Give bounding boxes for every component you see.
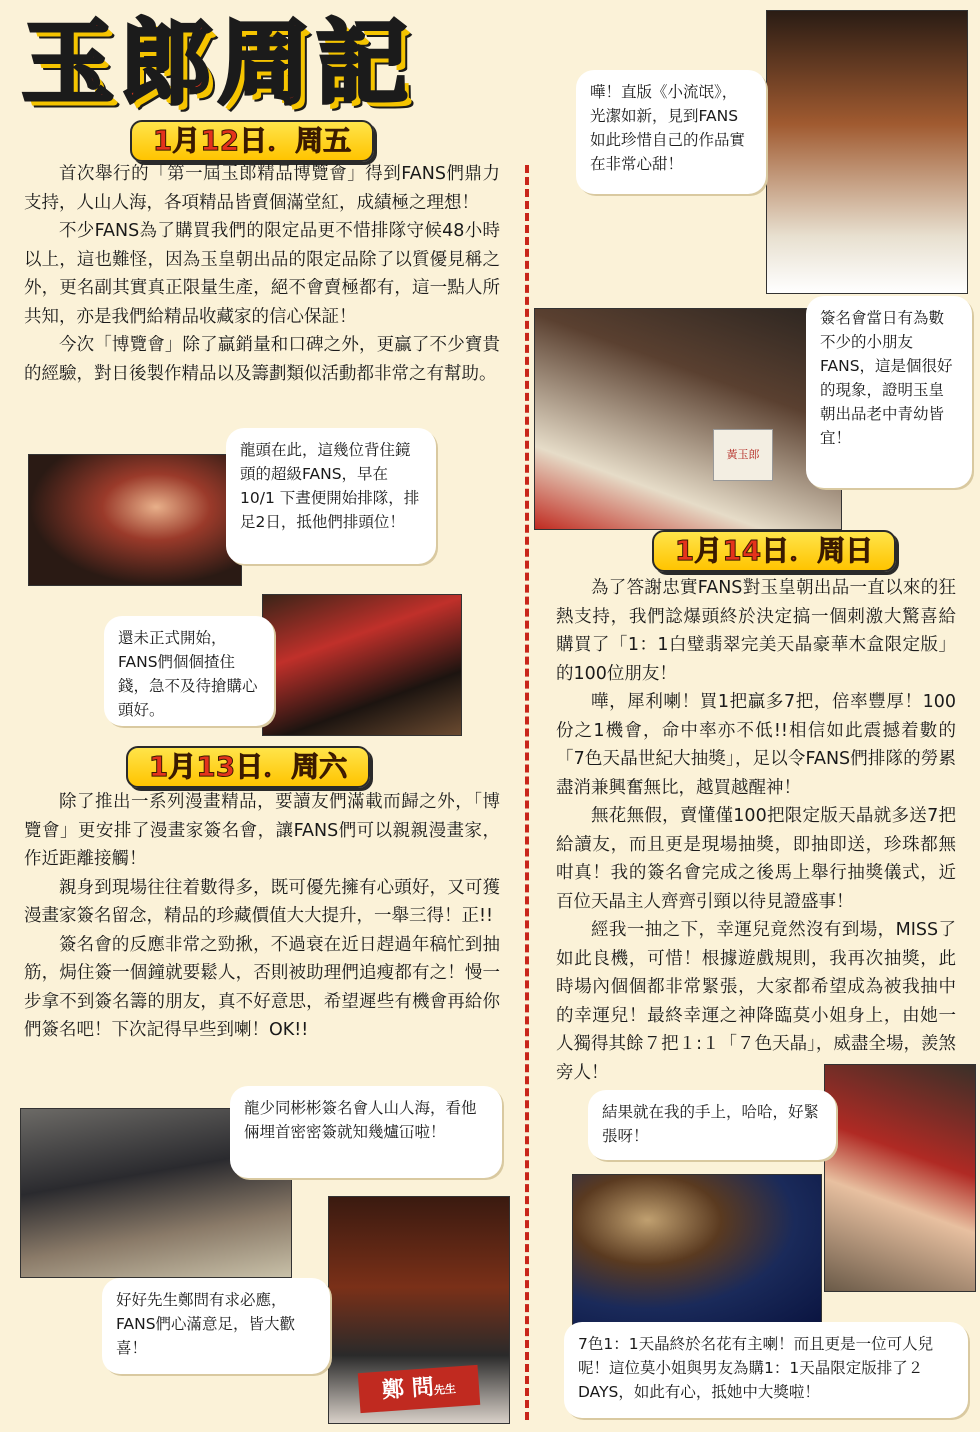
paragraph: 今次「博覽會」除了贏銷量和口碑之外，更贏了不少寶貴的經驗，對日後製作精品以及籌劃類似活動都非常之有幫助。 [24,335,500,384]
nameplate-zheng: 鄭 問先生 [358,1365,480,1413]
photo-draw-result [824,1064,976,1292]
paragraph: 親身到現場往往着數得多，既可優先擁有心頭好，又可獲漫畫家簽名留念，精品的珍藏價值大大提升，一舉三得！正!! [24,877,500,926]
column-divider [525,165,529,1420]
photo-winner [572,1174,822,1326]
caption-winner: 7色1：1天晶終於名花有主喇！而且更是一位可人兒呢！這位莫小姐與男友為購1：1天晶限定版排了２DAYS，如此有心，抵她中大獎啦！ [564,1322,968,1418]
caption-queue-front: 龍頭在此，這幾位背住鏡頭的超級FANS，早在10/1 下晝便開始排隊，排足2日，抵他們排頭位！ [226,428,436,564]
paragraph: 經我一抽之下，幸運兒竟然沒有到場，MISS了如此良機，可惜！根據遊戲規則，我再次抽獎，此時場內個個都非常緊張，大家都希望成為被我抽中的幸運兒！最終幸運之神降臨莫小姐身上，由她一人獨得其餘７把１:１「７色天晶」，威盡全場，羨煞旁人！ [556,920,956,1083]
section-jan12-body [24,160,500,388]
date-banner-jan13: 1月13日．周六 [126,746,370,788]
page-title: 玉郎周記 [22,10,415,117]
photo-zheng-wen [328,1196,510,1424]
caption-book: 嘩！直版《小流氓》，光潔如新，見到FANS如此珍惜自己的作品實在非常心甜！ [576,70,766,194]
paragraph: 無花無假，賣懂僅100把限定版天晶就多送7把給讀友，而且更是現場抽獎，即抽即送，珍珠都無咁真！我的簽名會完成之後馬上舉行抽獎儀式，近百位天晶主人齊齊引頸以待見證盛事！ [556,806,956,912]
date-banner-jan12: 1月12日．周五 [130,120,374,162]
caption-zheng-wen: 好好先生鄭問有求必應，FANS們心滿意足，皆大歡喜！ [102,1278,330,1374]
paragraph: 簽名會的反應非常之勁揪，不過衰在近日趕過年稿忙到抽筋，焗住簽一個鐘就要鬆人，否則被助理們追瘦都有之！慢一步拿不到簽名籌的朋友，真不好意思，希望遲些有機會再給你們簽名吧！下次記得早些到喇！OK!! [24,934,500,1040]
section-jan14-body [556,574,956,1087]
paragraph: 首次舉行的「第一屆玉郎精品博覽會」得到FANS們鼎力支持，人山人海，各項精品皆賣個滿堂紅，成績極之理想！ [24,164,500,213]
paragraph: 除了推出一系列漫畫精品，要讀友們滿載而歸之外，「博覽會」更安排了漫畫家簽名會，讓FANS們可以親親漫畫家，作近距離接觸！ [24,792,500,869]
paragraph: 不少FANS為了購買我們的限定品更不惜排隊守候48小時以上，這也難怪，因為玉皇朝出品的限定品除了以質優見稱之外，更名副其實真正限量生產，絕不會賣極都有，這一點人所共知，亦是我們給精品收藏家的信心保証！ [24,221,500,327]
photo-queue-front [28,454,242,586]
caption-hand: 結果就在我的手上，哈哈，好緊張呀！ [588,1090,836,1160]
paragraph: 嘩，犀利喇！買1把贏多7把，倍率豐厚！100份之1機會，命中率亦不低!!相信如此震撼着數的「7色天晶世紀大抽獎」，足以令FANS們排隊的勞累盡消兼興奮無比，越買越醒神！ [556,692,956,798]
caption-signing-crowd: 龍少同彬彬簽名會人山人海，看他倆埋首密密簽就知幾爐冚啦！ [230,1086,502,1178]
photo-book-signing [766,10,968,294]
date-banner-jan14: 1月14日．周日 [652,530,896,572]
photo-kids-fans [534,308,842,530]
nameplate-wong: 黃玉郎 [713,429,773,481]
paragraph: 為了答謝忠實FANS對玉皇朝出品一直以來的狂熱支持，我們諗爆頭終於決定搞一個刺激大驚喜給購買了「1：1白璧翡翠完美天晶豪華木盒限定版」的100位朋友！ [556,578,956,684]
section-jan13-body [24,788,500,1045]
photo-fans-money [262,594,462,736]
caption-fans-money: 還未正式開始，FANS們個個揸住錢，急不及待搶購心頭好。 [104,616,274,726]
caption-kids: 簽名會當日有為數不少的小朋友FANS，這是個很好的現象，證明玉皇朝出品老中青幼皆宜！ [806,296,972,488]
